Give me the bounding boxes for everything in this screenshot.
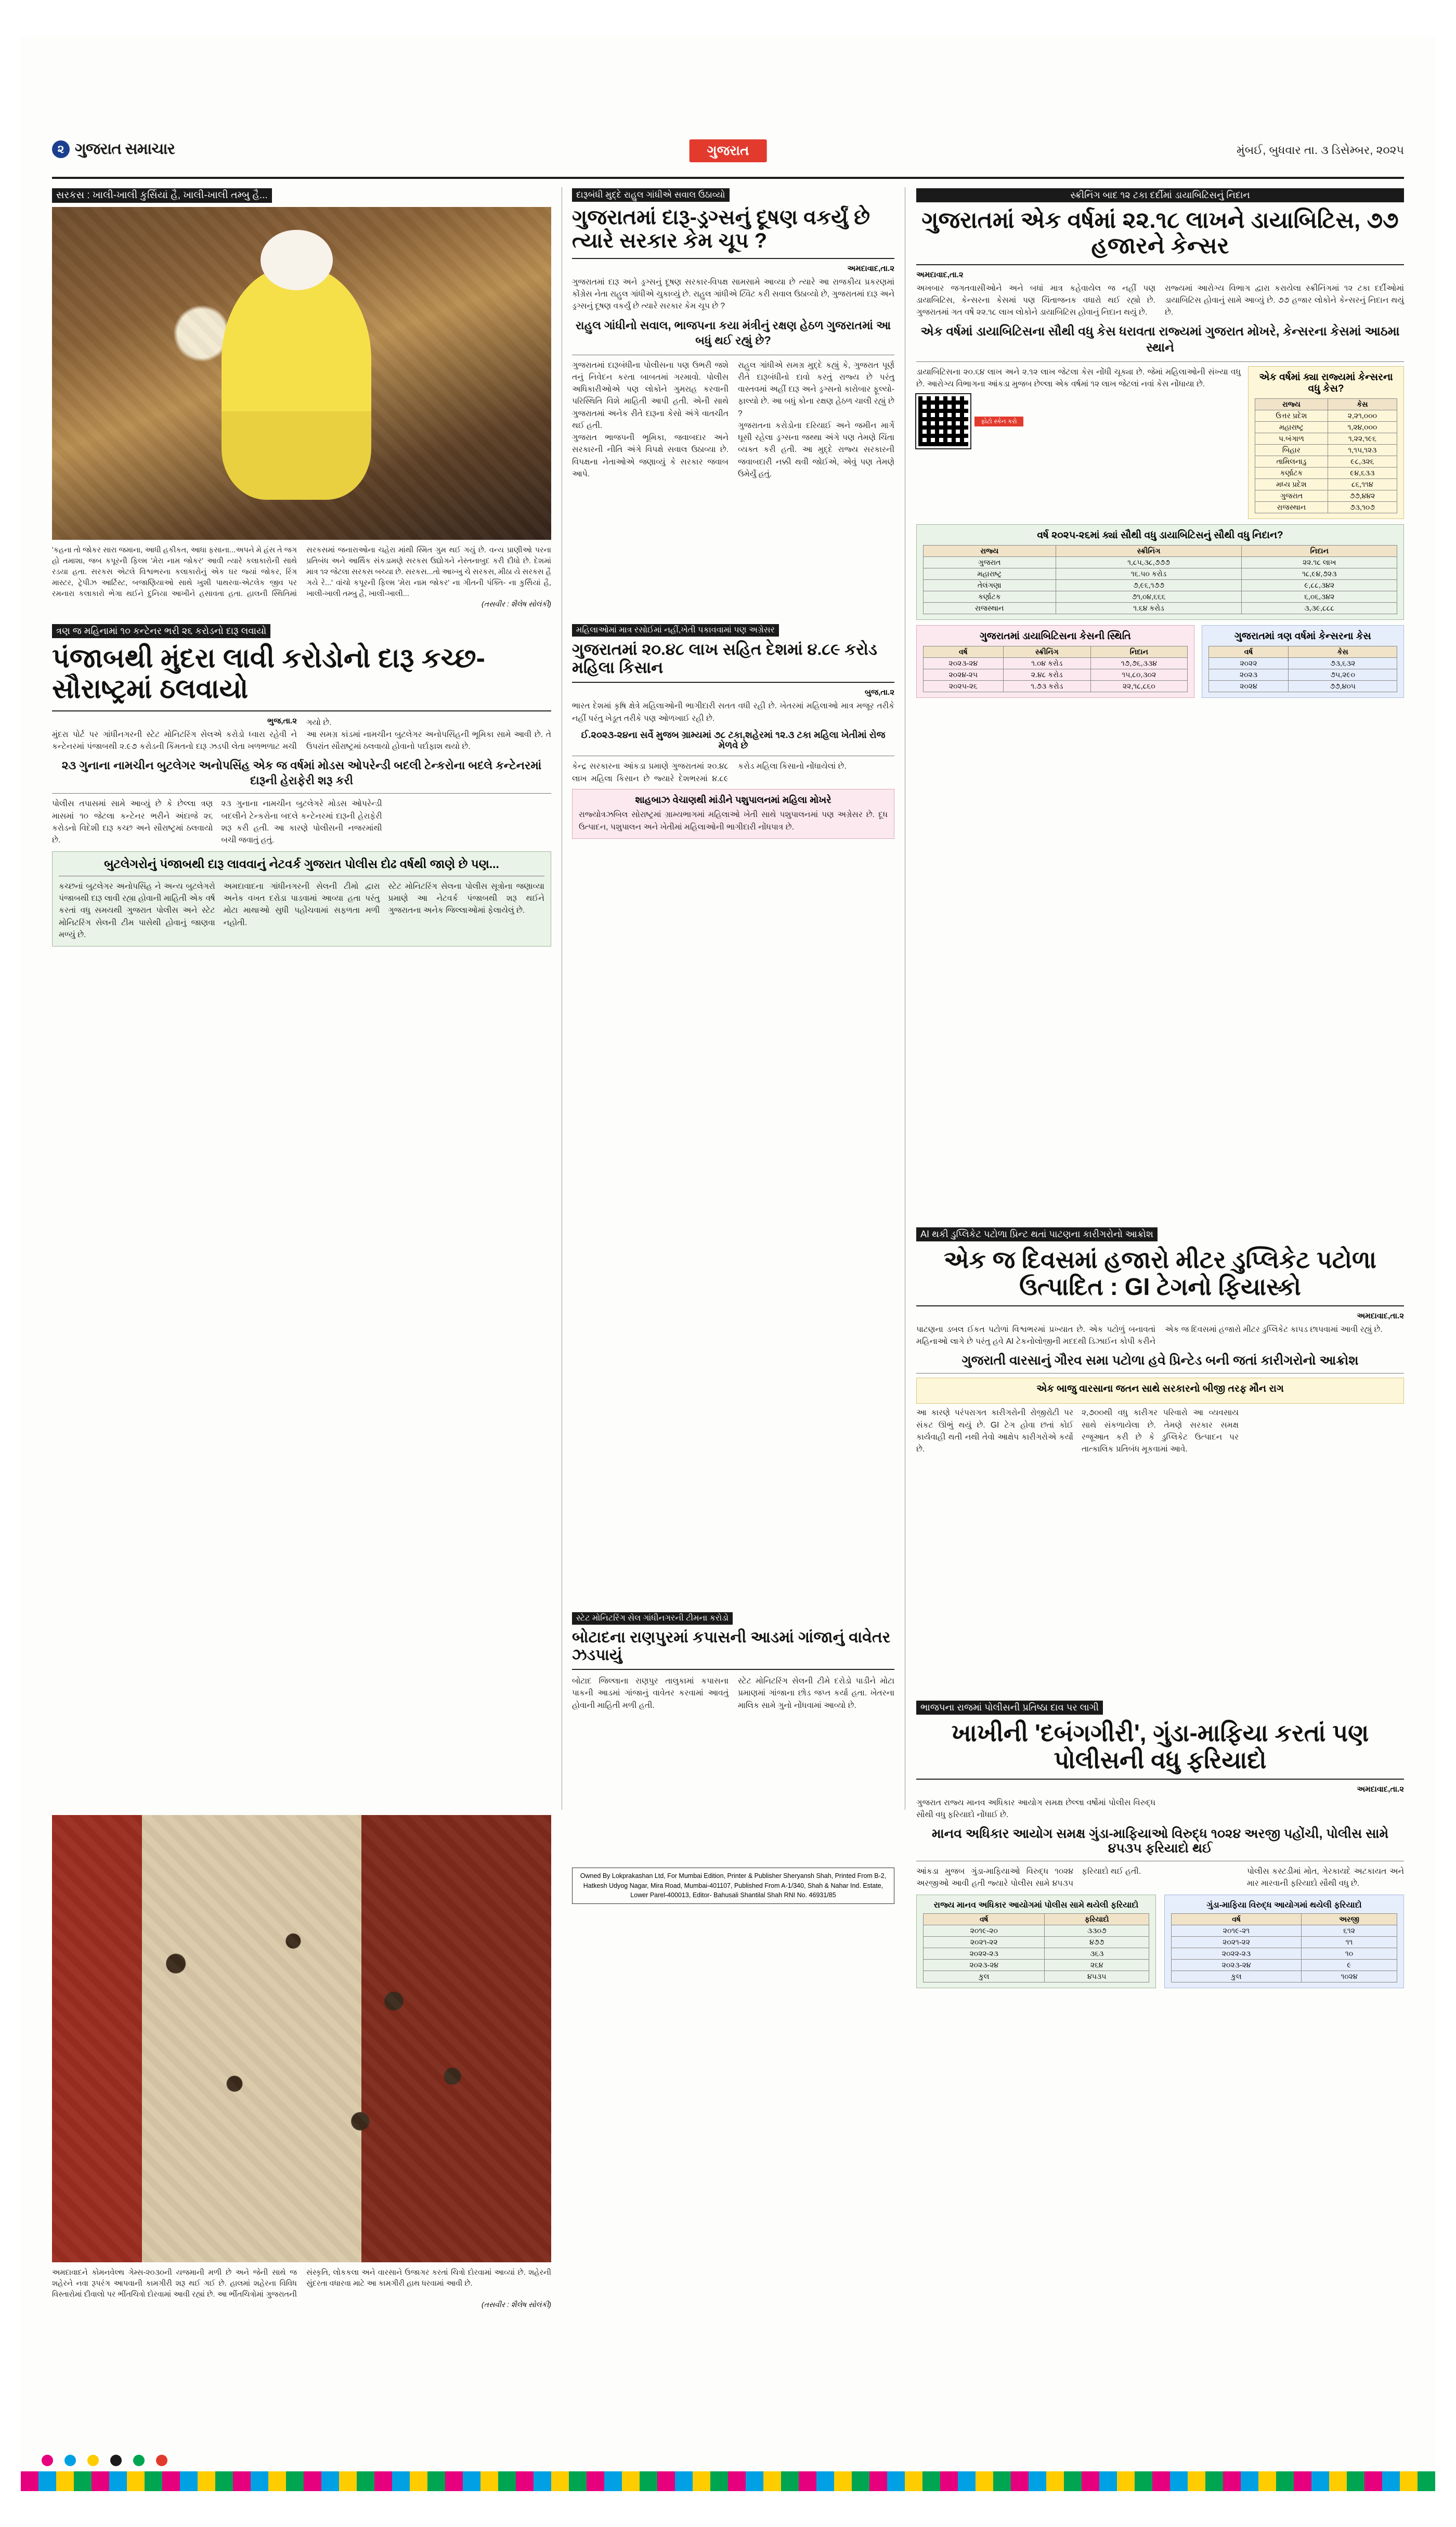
- diabetes-table-2: [916, 625, 1194, 698]
- drugs-headline: ગુજરાતમાં દારૂ-ડ્રગ્સનું દૂષણ વકર્યું છે ત્યારે સરકાર કેમ ચૂપ ?: [572, 206, 870, 252]
- divider: [52, 710, 551, 711]
- drugs-subhead: રાહુલ ગાંધીનો સવાલ, ભાજપના કયા મંત્રીનું રક્ષણ હેઠળ ગુજરાતમાં આ બધું થઈ રહ્યું છે?: [575, 319, 891, 347]
- table-row: [924, 680, 1188, 692]
- cell: ૧.૦૪ કરોડ: [1003, 657, 1090, 669]
- cell: ૨૦૨૧-૨૨: [1172, 1937, 1302, 1948]
- cell: ૩૩૦૭: [1045, 1925, 1149, 1937]
- diabetes-table-4: [1202, 625, 1404, 698]
- cell: ૨૦૨૩-૨૪: [924, 657, 1004, 669]
- police-para-1: આંકડા મુજબ ગુંડા-માફિયાઓ વિરુદ્ધ ૧૦૨૪ અરજીઓ આવી હતી જ્યારે પોલીસ સામે ૪૫૩૫ ફરિયાદો થઈ હતી.: [916, 1867, 1141, 1888]
- cell: ૭૧,૦૪,૬૬૬: [1056, 591, 1242, 603]
- table1-title: વર્ષ ૨૦૨૫-૨૬માં ક્યાં સૌથી વધુ ડાયાબિટિસનું સૌથી વધુ નિદાન?: [1037, 530, 1283, 541]
- patola-subhead: ગુજરાતી વારસાનું ગૌરવ સમા પટોળા હવે પ્રિન્ટેડ બની જતાં કારીગરોનો આક્રોશ: [961, 1353, 1359, 1368]
- cell: મધ્ય પ્રદેશ: [1255, 479, 1328, 490]
- table3-th-0: રાજ્ય: [1255, 399, 1328, 410]
- cell: પ.બંગાળ: [1255, 433, 1328, 445]
- cell: ૨૬૪: [1045, 1960, 1149, 1971]
- cotton-para-1: સ્ટેટ મોનિટરિંગ સેલની ટીમે દરોડો પાડીને મોટા પ્રમાણમાં ગાંજાના છોડ જપ્ત કર્યા હતા. ખેતરના માલિક સામે ગુનો નોંધવામાં આવ્યો છે.: [738, 1677, 894, 1710]
- cell: ૨૦૨૩-૨૪: [924, 1960, 1045, 1971]
- police-table-a: [916, 1895, 1156, 1988]
- circus-caption: 'કહના તો જોકર સારા જમાના, આધી હકીકત, આધા ફસાના...અપને મે હંસ તે જગ હો તમાશા, જબ કપૂરની ફિલ્મ 'મેરા નામ જોકર' આવી ત્યારે કલાકારોની સાથે રડયા હતા. સરકસ એટલે વિશ્વભરના કલાકારોનું એક ઘર જ્યાં જોકર, રિંગ માસ્ટર, ટ્રેપીઝ આર્ટિસ્ટ, બજાણિયાઓ સાથે ખુશી પાથરવા-એટલેક જીવ પર રમનારા કલાકારો ભેગા થઈને દુનિયા આખીને હસાવતા હતા. હાલની સ્થિતિમાં સરકસમાં જનારાઓના ચહેરા માંથી સ્મિત ગુમ થઈ ગયું છે. વન્ય પ્રાણીઓ પરના પ્રતિબંધ અને આર્થિક સંકડામણે સરકસ ઉદ્યોગને નેસ્તનાબુદ કરી દીધો છે. દેશમાં માત્ર ૧૨ જેટલા સરકસ બચ્યા છે. સરકસ...તો આખ્ખુ ચે સરકસ, મીઠા યે સરકસ હૈ ગયે રે...' વાંચો કપૂરની ફિલ્મ 'મેરા નામ જોકર' ના ગીતની પંક્તિ- ના કુર્સિયાં હૈ, ખાલી-ખાલી તમ્બુ હૈ, ખાલી-ખાલી...: [52, 546, 552, 599]
- women-headline: ગુજરાતમાં ૨૦.૪૮ લાખ સહિત દેશમાં ૪.૮૯ કરોડ મહિલા કિસાન: [572, 640, 877, 677]
- cell: ૭૫,૨૯૦: [1289, 669, 1397, 680]
- cell: કુલ: [924, 1971, 1045, 1982]
- police-headline: ખાખીની 'દબંગગીરી', ગુંડા-માફિયા કરતાં પણ પોલીસની વધુ ફરિયાદો: [951, 1719, 1369, 1773]
- diabetes-dateline: અમદાવાદ,તા.૨: [916, 270, 964, 279]
- table4-th-0: વર્ષ: [1208, 646, 1289, 657]
- cell: ૨.૪૮ કરોડ: [1003, 669, 1090, 680]
- table-row: [1255, 433, 1397, 445]
- table2-th-0: વર્ષ: [924, 646, 1004, 657]
- color-registration-bar: [21, 2471, 1435, 2491]
- divider: [916, 1305, 1404, 1306]
- cell: ૨૦૨૨-૨૩: [1172, 1948, 1302, 1960]
- cell: ૭૭,૪૪૨: [1328, 490, 1397, 502]
- cell: ૨૦૨૨-૨૩: [924, 1948, 1045, 1960]
- cell: કર્ણાટક: [1255, 468, 1328, 479]
- cell: ૧,૨૪,૦૦૦: [1328, 422, 1397, 433]
- drugs-kicker: દારૂબંધી મુદ્દે રાહુલ ગાંધીએ સવાલ ઉઠાવ્યો: [572, 188, 730, 202]
- drugs-lead: ગુજરાતમાં દારૂ અને ડ્રગ્સનું દૂષણ સરકાર-વિપક્ષ સામસામે આવ્યા છે ત્યારે આ રાજકીય પ્રકરણમાં કોંગ્રેસ નેતા રાહુલ ગાંધીએ ચુકાવ્યું છે. રાહુલ ગાંધીએ ટ્વિટ કરી સવાલ ઉઠાવ્યો છે, ગુજરાતમાં દારૂ અને ડ્રગ્સનું દૂષણ વકર્યું છે ત્યારે સરકાર કેમ ચૂપ છે ?: [572, 277, 894, 311]
- table-row: [1172, 1925, 1397, 1937]
- cell: ૯૮,૩૨૬: [1328, 456, 1397, 468]
- table-row: [1208, 680, 1397, 692]
- cell: ૨૦૨૩: [1208, 669, 1289, 680]
- cell: ૧.૭૩ કરોડ: [1003, 680, 1090, 692]
- table-row: [1172, 1948, 1397, 1960]
- page-sheet: [21, 36, 1435, 2491]
- cell: ૨૦૧૯-૨૧: [1172, 1925, 1302, 1937]
- patola-box-title: એક બાજુ વારસાના જતન સાથે સરકારનો બીજી તરફ મૌન રાગ: [1036, 1383, 1284, 1394]
- table-row: [924, 591, 1397, 603]
- cell: તામિલનાડુ: [1255, 456, 1328, 468]
- drugs-para-3: રાહુલ ગાંધીએ સમગ્ર મુદ્દે કહ્યું કે, ગુજરાત પૂર્ણ રીતે દારૂબંધીનો દાવો કરતું રાજ્ય છે પરંતુ વાસ્તવમાં અહીં દારૂ અને ડ્રગ્સનો કારોબાર ફૂલ્યો-ફાલ્યો છે. આ બધું કોના રક્ષણ હેઠળ ચાલી રહ્યું છે ?: [738, 360, 894, 418]
- diabetes-table-1: [916, 524, 1404, 620]
- cell: ૪૫૩૫: [1045, 1971, 1149, 1982]
- cell: ગુજરાત: [924, 557, 1056, 568]
- table3: [1255, 398, 1397, 513]
- page-number: ૨: [52, 140, 70, 158]
- patola-story: [916, 1227, 1404, 1455]
- cell: ૧૬.૫૦ કરોડ: [1056, 568, 1242, 580]
- cell: કર્ણાટક: [924, 591, 1056, 603]
- mural-package: [52, 1815, 551, 2309]
- liquor-subhead: ૨૩ ગુનાના નામચીન બુટલેગર અનોપસિંહ એક જ વર્ષમાં મોડસ ઓપરેન્ડી બદલી ટેન્કરોના બદલે કન્ટેનરમાં દારૂની હેરાફેરી શરૂ કરી: [61, 759, 542, 787]
- cell: ૩૬૩: [1045, 1948, 1149, 1960]
- cell: ૧,૧૫,૧૨૩: [1328, 445, 1397, 456]
- cell: ૯: [1302, 1960, 1397, 1971]
- circus-kicker: સરકસ : ખાલી-ખાલી કુર્સિયાં હૈ, ખાલી-ખાલી તમ્બુ હૈ...: [52, 188, 272, 203]
- police-table-b: [1164, 1895, 1404, 1988]
- cell: ૧૮,૯૪,૭૨૩: [1242, 568, 1397, 580]
- th: અરજી: [1302, 1914, 1397, 1925]
- table-row: [1208, 669, 1397, 680]
- dot-black: [110, 2455, 122, 2466]
- table-row: [1255, 456, 1397, 468]
- table2-title: ગુજરાતમાં ડાયાબિટિસના કેસની સ્થિતિ: [979, 631, 1131, 642]
- table-row: [924, 580, 1397, 591]
- edition-line: મુંબઈ, બુધવાર તા. ૩ ડિસેમ્બર, ૨૦૨૫: [1237, 144, 1404, 157]
- cell: ૯૪,૬૩૩: [1328, 468, 1397, 479]
- table-row: [924, 1971, 1149, 1982]
- women-para-1: કેન્દ્ર સરકારના આંકડા પ્રમાણે ગુજરાતમાં ૨૦.૪૮ લાખ મહિલા કિસાન છે જ્યારે દેશભરમાં ૪.૮૯ કરોડ મહિલા કિસાનો નોંધાયેલાં છે.: [572, 762, 847, 783]
- circus-credit: (તસવીર : શૈલેષ સોલંકી): [482, 600, 551, 608]
- table3-title: એક વર્ષમાં ક્યા રાજ્યમાં કેન્સરના વધુ કેસ?: [1259, 371, 1393, 395]
- circus-photo: [52, 207, 551, 540]
- th: વર્ષ: [1172, 1914, 1302, 1925]
- cell: મહારાષ્ટ્ર: [924, 568, 1056, 580]
- women-box2-title: શાહબાઝ વેચાણથી માંડીને પશુપાલનમાં મહિલા મોખરે: [635, 794, 831, 805]
- cell: ૬૧૨: [1302, 1925, 1397, 1937]
- women-boxline: ઈ.૨૦૨૩-૨૪ના સર્વે મુજબ ગ્રામ્યમાં ૭૮ ટકા,શહેરમાં ૧૨.૩ ટકા મહિલા ખેતીમાં રોજ મેળવે છે: [581, 729, 886, 751]
- cell: ઉત્તર પ્રદેશ: [1255, 410, 1328, 422]
- section-badge: ગુજરાત: [690, 139, 767, 162]
- cell: ૭૭,૪૦૫: [1289, 680, 1397, 692]
- table1-th-2: નિદાન: [1242, 546, 1397, 557]
- registration-dots: [21, 2454, 1435, 2467]
- diabetes-story: [916, 188, 1404, 698]
- cell: ગુજરાત: [1255, 490, 1328, 502]
- dot-magenta: [42, 2455, 53, 2466]
- table4: [1208, 646, 1397, 692]
- cell: ૩,૩૯,૮૮૮: [1242, 603, 1397, 614]
- women-box-2: [572, 789, 894, 839]
- table-row: [1255, 502, 1397, 513]
- divider: [916, 361, 1404, 362]
- network-para-2: સ્ટેટ મોનિટરિંગ સેલના પોલીસ સૂત્રોના જણાવ્યા પ્રમાણે આ નેટવર્ક પંજાબથી શરૂ થઈને ગુજરાતના અનેક જિલ્લાઓમાં ફેલાયેલું છે.: [388, 882, 544, 915]
- table4-title: ગુજરાતમાં ત્રણ વર્ષમાં કેન્સરના કેસ: [1234, 631, 1371, 642]
- clown-figure: [222, 267, 371, 500]
- liquor-para-3: ૨૩ ગુનાના નામચીન બુટલેગરે મોડસ ઓપરેન્ડી બદલીને ટેન્કરોના બદલે કન્ટેનરમાં દારૂની હેરાફેરી શરૂ કરી હતી. આ કારણે પોલીસની નજરમાંથી બચી જવાતું હતું.: [221, 799, 382, 845]
- table-row: [1255, 410, 1397, 422]
- cell: ૨૦૨૪: [1208, 680, 1289, 692]
- dot-red: [156, 2455, 167, 2466]
- table3-th-1: કેસ: [1328, 399, 1397, 410]
- cotton-para-0: બોટાદ જિલ્લાના રાણપુર તાલુકામાં કપાસના પાકની આડમાં ગાંજાનું વાવેતર કરવામાં આવતું હોવાની માહિતી મળી હતી.: [572, 1677, 729, 1710]
- table2-th-1: સ્ક્રીનિંગ: [1003, 646, 1090, 657]
- cell: ૬,૦૬,૩૪૨: [1242, 591, 1397, 603]
- police-para-0: ગુજરાત રાજ્ય માનવ અધિકાર આયોગ સમક્ષ છેલ્લા વર્ષોમાં પોલીસ વિરુદ્ધ સૌથી વધુ ફરિયાદો નોંધાઈ છે.: [916, 1798, 1155, 1820]
- patola-para-0: પાટણના ડબલ ઈકત પટોળાં વિશ્વભરમાં પ્રખ્યાત છે. એક પટોળું બનાવતાં મહિનાઓ લાગે છે પરંતુ હવે AI ટેકનોલોજીની મદદથી ડિઝાઈન કોપી કરીને એક જ દિવસમાં હજારો મીટર ડુપ્લિકેટ કાપડ છાપવામાં આવી રહ્યું છે.: [916, 1325, 1383, 1346]
- patola-para-1: આ કારણે પરંપરાગત કારીગરોની રોજીરોટી પર સંકટ ઊભું થયું છે. GI ટેગ હોવા છતાં કોઈ કાર્યવાહી થતી નથી તેવો આક્ષેપ કારીગરોએ કર્યો છે.: [916, 1408, 1073, 1454]
- cell: મહારાષ્ટ્ર: [1255, 422, 1328, 433]
- patola-kicker: AI થકી ડુપ્લિકેટ પટોળા પ્રિન્ટ થતાં પાટણના કારીગરોનો આક્રોશ: [916, 1227, 1158, 1241]
- cell: ૨૨.૧૮ લાખ: [1242, 557, 1397, 568]
- cell: ૯,૮૮,૩૪૨: [1242, 580, 1397, 591]
- photo-texture: [52, 1815, 551, 2262]
- cell: રાજસ્થાન: [924, 603, 1056, 614]
- women-farmers-story: [572, 624, 894, 839]
- table-row: [924, 603, 1397, 614]
- cell: ૧૭,૭૬,૩૩૪: [1090, 657, 1187, 669]
- liquor-para-0: મુંદરા પોર્ટ પર ગાંધીનગરની સ્ટેટ મોનિટરિંગ સેલએ કરોડો ધ્વારા રહેવી ને કન્ટેનરમાં પંજાબથી ૨.૯૭ કરોડની કિંમતનો દારૂ ઝડપી લેતા ખળભળાટ મચી ગયો છે.: [52, 718, 332, 751]
- table-row: [1255, 468, 1397, 479]
- mural-caption: અમદાવાદને કોમનવેલ્થ ગેમ્સ-૨૦૩૦ની યજમાની મળી છે અને જેની સાથે જ શહેરને નવા રૂપરંગ આપવાની કામગીરી શરૂ થઈ ગઈ છે. હાલમાં શહેરના વિવિધ વિસ્તારોમાં દીવાલો પર ભીંતચિત્રો દોરવામાં આવી રહ્યાં છે. આ ભીંતચિત્રોમાં ગુજરાતની સંસ્કૃતિ, લોકકલા અને વારસાને ઉજાગર કરતાં ચિત્રો દોરવામાં આવ્યાં છે. શહેરની સુંદરતા વધારવા માટે આ કામગીરી હાથ ધરવામાં આવી છે.: [52, 2269, 551, 2299]
- cell: ૭,૯૬,૧૭૭: [1056, 580, 1242, 591]
- liquor-story: [52, 624, 551, 947]
- cell: ૨૦૨૫-૨૬: [924, 680, 1004, 692]
- police-table-b-title: ગુંડા-માફિયા વિરુદ્ધ આયોગમાં થયેલી ફરિયાદો: [1206, 1901, 1362, 1910]
- diabetes-kicker: સ્ક્રીનિંગ બાદ ૧૨ ટકા દર્દીમાં ડાયાબિટિસનું નિદાન: [916, 188, 1404, 202]
- liquor-para-2: પોલીસ તપાસમાં સામે આવ્યું છે કે છેલ્લા ત્રણ માસમાં ૧૦ જેટલા કન્ટેનર ભરીને અંદાજે ૨૬ કરોડનો વિદેશી દારૂ કચ્છ અને સૌરાષ્ટ્રમાં ઠલવાયો છે.: [52, 799, 213, 845]
- dot-green: [133, 2455, 145, 2466]
- cell: ૧.૬૪ કરોડ: [1056, 603, 1242, 614]
- th: વર્ષ: [924, 1914, 1045, 1925]
- police-story: [916, 1701, 1404, 1988]
- cell: ૨૦૨૪-૨૫: [924, 669, 1004, 680]
- table1: [923, 545, 1397, 614]
- patola-para-2: ૨,૭૦૦થી વધુ કારીગર પરિવારો આ વ્યવસાય સાથે સંકળાયેલા છે. તેમણે સરકાર સમક્ષ રજૂઆત કરી છે કે ડુપ્લિકેટ ઉત્પાદન પર તાત્કાલિક પ્રતિબંધ મૂકવામાં આવે.: [1082, 1408, 1239, 1454]
- table-row: [1255, 490, 1397, 502]
- cotton-story: [572, 1612, 894, 1904]
- police-para-2: પોલીસ કસ્ટડીમાં મોત, ગેરકાયદે અટકાયત અને માર મારવાની ફરિયાદો સૌથી વધુ છે.: [1247, 1867, 1404, 1888]
- police-subhead: માનવ અધિકાર આયોગ સમક્ષ ગુંડા-માફિયાઓ વિરુદ્ધ ૧૦૨૪ અરજી પહોંચી, પોલીસ સામે ૪૫૩૫ ફરિયાદો થઈ: [931, 1826, 1389, 1856]
- diabetes-para-2: ડાયાબિટિસના ૨૦.૬૪ લાખ અને ૨.૧૨ લાખ જેટલા કેસ નોંધી ચૂક્યા છે. જેમાં મહિલાઓની સંખ્યા વધુ છે. આરોગ્ય વિભાગના આંકડા મુજબ છેલ્લા એક વર્ષમાં ૧૨ લાખ જેટલાં નવાં કેસ નોંધાયા છે.: [916, 367, 1241, 388]
- diabetes-para-0: અખબાર જગતવાસીઓને અને બધાં માત્ર કહેવાયેલ જ નહીં પણ ડાયાબિટિસ, કેન્સરના કેસમાં પણ ચિંતાજનક વધારો થઈ રહ્યો છે. ગુજરાતમાં ગત વર્ષે ૨૨.૧૮ લાખ લોકોને ડાયાબિટિસ હોવાનું નિદાન થયું છે.: [916, 283, 1155, 317]
- table1-th-1: સ્ક્રીનિંગ: [1056, 546, 1242, 557]
- table-row: [924, 1937, 1149, 1948]
- cell: ૨૦૨૨: [1208, 657, 1289, 669]
- network-box-title: બુટલેગરોનું પંજાબથી દારૂ લાવવાનું નેટવર્ક ગુજરાત પોલીસ દોઢ વર્ષથી જાણે છે પણ...: [104, 857, 499, 871]
- table-row: [1255, 479, 1397, 490]
- mural-credit: (તસવીર : શૈલેષ સોલંકી): [482, 2300, 551, 2309]
- drugs-para-2: ગુજરાત ભાજપની ભૂમિકા, જવાબદાર અને સરકારની નીતિ અંગે વિપક્ષે સવાલ ઉઠાવ્યા છે. વિપક્ષના નેતાઓએ જણાવ્યું કે સરકાર જવાબ આપે.: [572, 433, 729, 478]
- divider: [52, 793, 551, 794]
- police-table-b-grid: [1171, 1913, 1397, 1982]
- mural-photo: [52, 1815, 551, 2262]
- cell: ૨૨,૧૮,૮૬૦: [1090, 680, 1187, 692]
- diabetes-para-1: રાજ્યમાં આરોગ્ય વિભાગ દ્વારા કરાયેલા સ્ક્રીનિંગમાં ૧૨ ટકા દર્દીઓમાં ડાયાબિટિસ હોવાનું સામે આવ્યું છે. ૭૭ હજાર લોકોને કેન્સરનું નિદાન થયું છે.: [1165, 283, 1404, 317]
- cell: તેલંગણા: [924, 580, 1056, 591]
- circus-package: [52, 188, 551, 608]
- police-dateline: અમદાવાદ,તા.૨: [1357, 1785, 1404, 1794]
- liquor-headline: પંજાબથી મુંદરા લાવી કરોડોનો દારૂ કચ્છ-સૌરાષ્ટ્રમાં ઠલવાયો: [52, 643, 485, 705]
- divider: [916, 1779, 1404, 1780]
- cell: ૧૦: [1302, 1948, 1397, 1960]
- divider: [572, 1669, 894, 1670]
- cell: ૨૦૨૩-૨૪: [1172, 1960, 1302, 1971]
- cell: ૧૦૨૪: [1302, 1971, 1397, 1982]
- network-box: [52, 851, 551, 947]
- diabetes-subhead: એક વર્ષમાં ડાયાબિટિસના સૌથી વધુ કેસ ધરાવતા રાજ્યમાં ગુજરાત મોખરે, કેન્સરના કેસમાં આઠમા સ્થાને: [920, 325, 1400, 355]
- cotton-headline: બોટાદના રાણપુરમાં કપાસની આડમાં ગાંજાનું વાવેતર ઝડપાયું: [572, 1629, 891, 1664]
- table-row: [924, 1948, 1149, 1960]
- masthead-left: [52, 140, 175, 158]
- table-row: [1172, 1937, 1397, 1948]
- cell: ૧,૮૫,૩૮,૭૭૭: [1056, 557, 1242, 568]
- table-row: [1255, 422, 1397, 433]
- cell: ૭૩,૧૦૭: [1328, 502, 1397, 513]
- table4-th-1: કેસ: [1289, 646, 1397, 657]
- liquor-para-1: આ સમગ્ર કાંડમાં નામચીન બુટલેગર અનોપસિંહની ભૂમિકા સામે આવી છે. તે ઉપરાંત સૌરાષ્ટ્રમાં ઠલવાયો હોવાનો પર્દાફાશ થયો છે.: [306, 730, 551, 751]
- th: ફરિયાદો: [1045, 1914, 1149, 1925]
- liquor-dateline: ભુજ,તા.૨: [267, 716, 297, 725]
- cell: ૨,૨૧,૦૦૦: [1328, 410, 1397, 422]
- cell: ૨૦૨૧-૨૨: [924, 1937, 1045, 1948]
- qr-code[interactable]: [916, 394, 970, 448]
- table-row: [924, 1925, 1149, 1937]
- table-row: [1172, 1971, 1397, 1982]
- drugs-dateline: અમદાવાદ,તા.૨: [847, 264, 894, 273]
- patola-headline: એક જ દિવસમાં હજારો મીટર ડુપ્લિકેટ પટોળા ઉત્પાદિત : GI ટેગનો ફિયાસ્કો: [943, 1246, 1377, 1300]
- cell: રાજસ્થાન: [1255, 502, 1328, 513]
- network-para-0: કચ્છનાં બુટલેગર અનોપસિંહ ને અન્ય બુટલેગરો પંજાબથી દારૂ લાવી રહ્યા હોવાની માહિતી એક વર્ષ કરતાં વધુ સમયથી ગુજરાત પોલીસ અને સ્ટેટ મોનિટરિંગ સેલની ટીમ પાસેથી હોવાનું જાણવા મળ્યું છે.: [59, 882, 215, 939]
- cell: ૧૧: [1302, 1937, 1397, 1948]
- dot-yellow: [87, 2455, 99, 2466]
- table1-th-0: રાજ્ય: [924, 546, 1056, 557]
- cotton-kicker: સ્ટેટ મોનિટરિંગ સેલ ગાંધીનગરની ટીમના કરોડો: [572, 1612, 733, 1625]
- cell: કુલ: [1172, 1971, 1302, 1982]
- table2-th-2: નિદાન: [1090, 646, 1187, 657]
- table-row: [1255, 445, 1397, 456]
- drugs-para-4: ગુજરાતના કરોડોના દરિયાઈ અને જમીન માર્ગે ઘૂસી રહેલા ડ્રગ્સના જથ્થા અંગે પણ તેમણે ચિંતા વ્યક્ત કરી હતી. આ મુદ્દે રાજ્ય સરકારની જવાબદારી નક્કી થવી જોઈએ, એવું પણ તેમણે ઉમેર્યું હતું.: [738, 421, 894, 478]
- liquor-kicker: ત્રણ જ મહિનામાં ૧૦ કન્ટેનર ભરી ૨૬ કરોડનો દારૂ લવાયો: [52, 624, 270, 638]
- table-row: [924, 657, 1188, 669]
- cell: ૮૬,૧૧૪: [1328, 479, 1397, 490]
- table-row: [924, 568, 1397, 580]
- divider: [572, 682, 894, 683]
- network-para-1: અમદાવાદના ગાંધીનગરની સેલની ટીમો દ્વારા અનેક વખત દરોડા પાડવામાં આવ્યા હતા પરંતુ મોટા માથાઓ સુધી પહોંચવામાં સફળતા મળી નહોતી.: [223, 882, 380, 927]
- table-row: [1172, 1960, 1397, 1971]
- cell: ૧૫,૮૦,૩૦૨: [1090, 669, 1187, 680]
- police-table-a-grid: [923, 1913, 1149, 1982]
- patola-box: [916, 1378, 1404, 1404]
- cell: બિહાર: [1255, 445, 1328, 456]
- table-row: [1208, 657, 1397, 669]
- women-box2-body: રાજ્યોત્રઝબિલ સોરાષ્ટ્રમાં ગ્રામ્યભાગમાં મહિલાઓ ખેતી સાથે પશુપાલનમાં પણ અગ્રેસર છે. દૂધ ઉત્પાદન, પશુપાલન અને ખેતીમાં મહિલાઓની ભાગીદારી નોંધપાત્ર છે.: [579, 810, 888, 832]
- table-row: [924, 1960, 1149, 1971]
- paper-name: ગુજરાત સમાચાર: [75, 140, 175, 158]
- diabetes-table-3: [1248, 366, 1404, 520]
- divider: [572, 258, 894, 259]
- drugs-story: [572, 188, 894, 480]
- police-table-a-title: રાજ્ય માનવ અધિકાર આયોગમાં પોલીસ સામે થયેલી ફરિયાદો: [933, 1901, 1139, 1910]
- table-row: [924, 669, 1188, 680]
- cell: ૭૩,૬૩૨: [1289, 657, 1397, 669]
- divider: [916, 264, 1404, 265]
- women-dateline: બુજ,તા.૨: [865, 688, 894, 697]
- women-kicker: મહિલાઓમાં માત્ર રસોઈમાં નહીં,ખેતી પકાવવામાં પણ અગ્રેસર: [572, 624, 779, 637]
- diabetes-headline: ગુજરાતમાં એક વર્ષમાં ૨૨.૧૮ લાખને ડાયાબિટિસ, ૭૭ હજારને કેન્સર: [921, 208, 1399, 259]
- patola-dateline: અમદાવાદ,તા.૨: [1357, 1312, 1404, 1321]
- imprint-block: Owned By Lokprakashan Ltd, For Mumbai Edition, Printer & Publisher Sheryansh Shah, Printed From B-2, Hatkesh Udyog Nagar, Mira Road, Mumbai-401107, Published From A-1/340, Shah & Nahar Ind. Estate, Lower Parel-400013, Editor- Bahusali Shantilal Shah RNI No. 46931/85: [572, 1868, 894, 1904]
- table-row: [924, 557, 1397, 568]
- masthead: [52, 140, 1404, 179]
- dot-cyan: [64, 2455, 76, 2466]
- drugs-para-1: ગુજરાતમાં દારૂબંધીના પોલીસના પણ ઉભરી જશે તનું નિવેદન કરતા બાબતમાં ગરમાવો. પોલીસ અધિકારીઓએ પણ લોકોને ગુમરાહ કરવાની પરિસ્થિતિ વિશે માહિતી આપી હતી. એની સાથે ગુજરાતમાં અનેક રીતે દારૂના કેસો અંગે વાતચીત થઈ હતી.: [572, 360, 729, 430]
- women-para-0: ભારત દેશમાં કૃષિ ક્ષેત્રે મહિલાઓની ભાગીદારી સતત વધી રહી છે. ખેતરમાં મહિલાઓ માત્ર મજૂર તરીકે નહીં પરંતુ ખેડૂત તરીકે પણ ઓળખાઈ રહી છે.: [572, 702, 894, 723]
- cell: ૪૭૭: [1045, 1937, 1149, 1948]
- police-kicker: ભાજપના રાજમાં પોલીસની પ્રતિષ્ઠા દાવ પર લાગી: [916, 1701, 1103, 1715]
- qr-label: ફોટો સ્કેન કરો: [974, 417, 1023, 426]
- cell: ૧,૨૨,૧૯૬: [1328, 433, 1397, 445]
- table2: [923, 646, 1188, 692]
- cell: ૨૦૧૯-૨૦: [924, 1925, 1045, 1937]
